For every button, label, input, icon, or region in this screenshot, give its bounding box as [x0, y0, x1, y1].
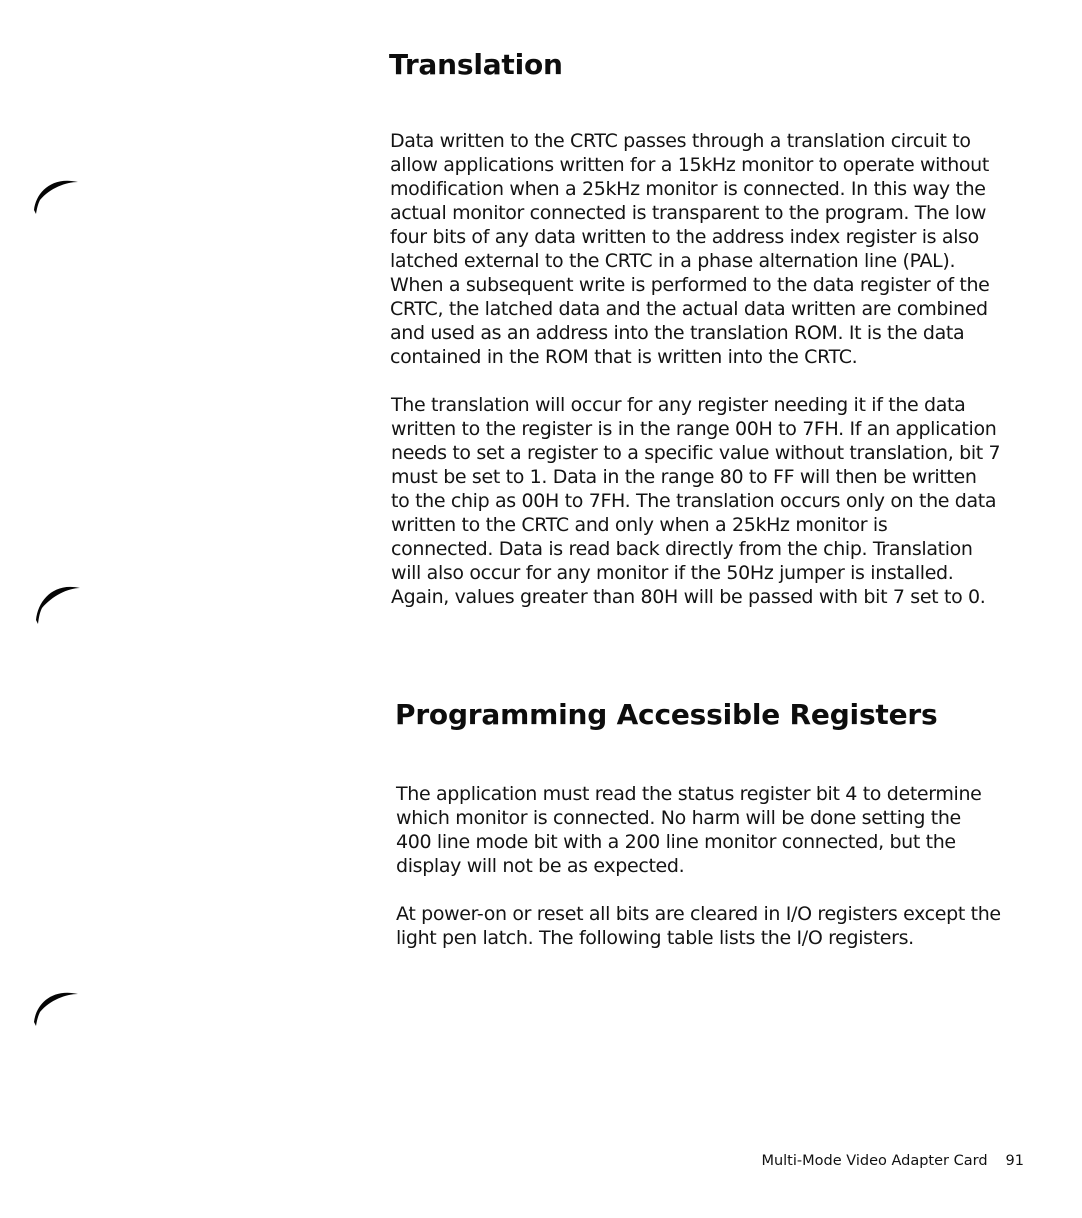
text-line: CRTC, the latched data and the actual data written are combined: [390, 298, 988, 320]
paragraph-registers-1: [396, 782, 982, 878]
text-line: At power-on or reset all bits are cleared in I/O registers except the: [396, 903, 1001, 925]
text-line: Data written to the CRTC passes through a translation circuit to: [390, 130, 971, 152]
text-line: and used as an address into the translation ROM. It is the data: [390, 322, 965, 344]
text-line: to the chip as 00H to 7FH. The translation occurs only on the data: [391, 490, 997, 512]
text-line: four bits of any data written to the address index register is also: [390, 226, 979, 248]
text-line: The translation will occur for any register needing it if the data: [391, 394, 966, 416]
text-line: written to the register is in the range 00H to 7FH. If an application: [391, 418, 997, 440]
text-line: actual monitor connected is transparent to the program. The low: [390, 202, 987, 224]
text-line: contained in the ROM that is written into the CRTC.: [390, 346, 858, 368]
text-line: light pen latch. The following table lists the I/O registers.: [396, 927, 914, 949]
text-line: allow applications written for a 15kHz monitor to operate without: [390, 154, 989, 176]
paragraph-translation-1: [390, 129, 990, 369]
text-line: connected. Data is read back directly from the chip. Translation: [391, 538, 973, 560]
page-footer: [761, 1153, 1024, 1169]
text-line: must be set to 1. Data in the range 80 to FF will then be written: [391, 466, 977, 488]
text-line: Again, values greater than 80H will be passed with bit 7 set to 0.: [391, 586, 986, 608]
text-line: latched external to the CRTC in a phase alternation line (PAL).: [390, 250, 956, 272]
text-line: will also occur for any monitor if the 50Hz jumper is installed.: [391, 562, 954, 584]
text-line: When a subsequent write is performed to the data register of the: [390, 274, 990, 296]
text-line: 400 line mode bit with a 200 line monitor connected, but the: [396, 831, 956, 853]
text-line: modification when a 25kHz monitor is connected. In this way the: [390, 178, 986, 200]
text-line: written to the CRTC and only when a 25kHz monitor is: [391, 514, 888, 536]
footer-title: Multi-Mode Video Adapter Card: [761, 1153, 988, 1169]
section-heading-translation: Translation: [389, 48, 563, 81]
paragraph-registers-2: [396, 902, 1001, 950]
section-heading-programming-accessible-registers: Programming Accessible Registers: [395, 698, 938, 731]
text-line: which monitor is connected. No harm will be done setting the: [396, 807, 961, 829]
punch-hole-mark-middle: [32, 578, 88, 626]
page-number: 91: [1005, 1153, 1024, 1169]
paragraph-translation-2: [391, 393, 1000, 609]
punch-hole-mark-bottom: [30, 982, 86, 1030]
text-line: display will not be as expected.: [396, 855, 685, 877]
punch-hole-mark-top: [30, 170, 86, 218]
text-line: The application must read the status register bit 4 to determine: [396, 783, 982, 805]
text-line: needs to set a register to a specific value without translation, bit 7: [391, 442, 1001, 464]
